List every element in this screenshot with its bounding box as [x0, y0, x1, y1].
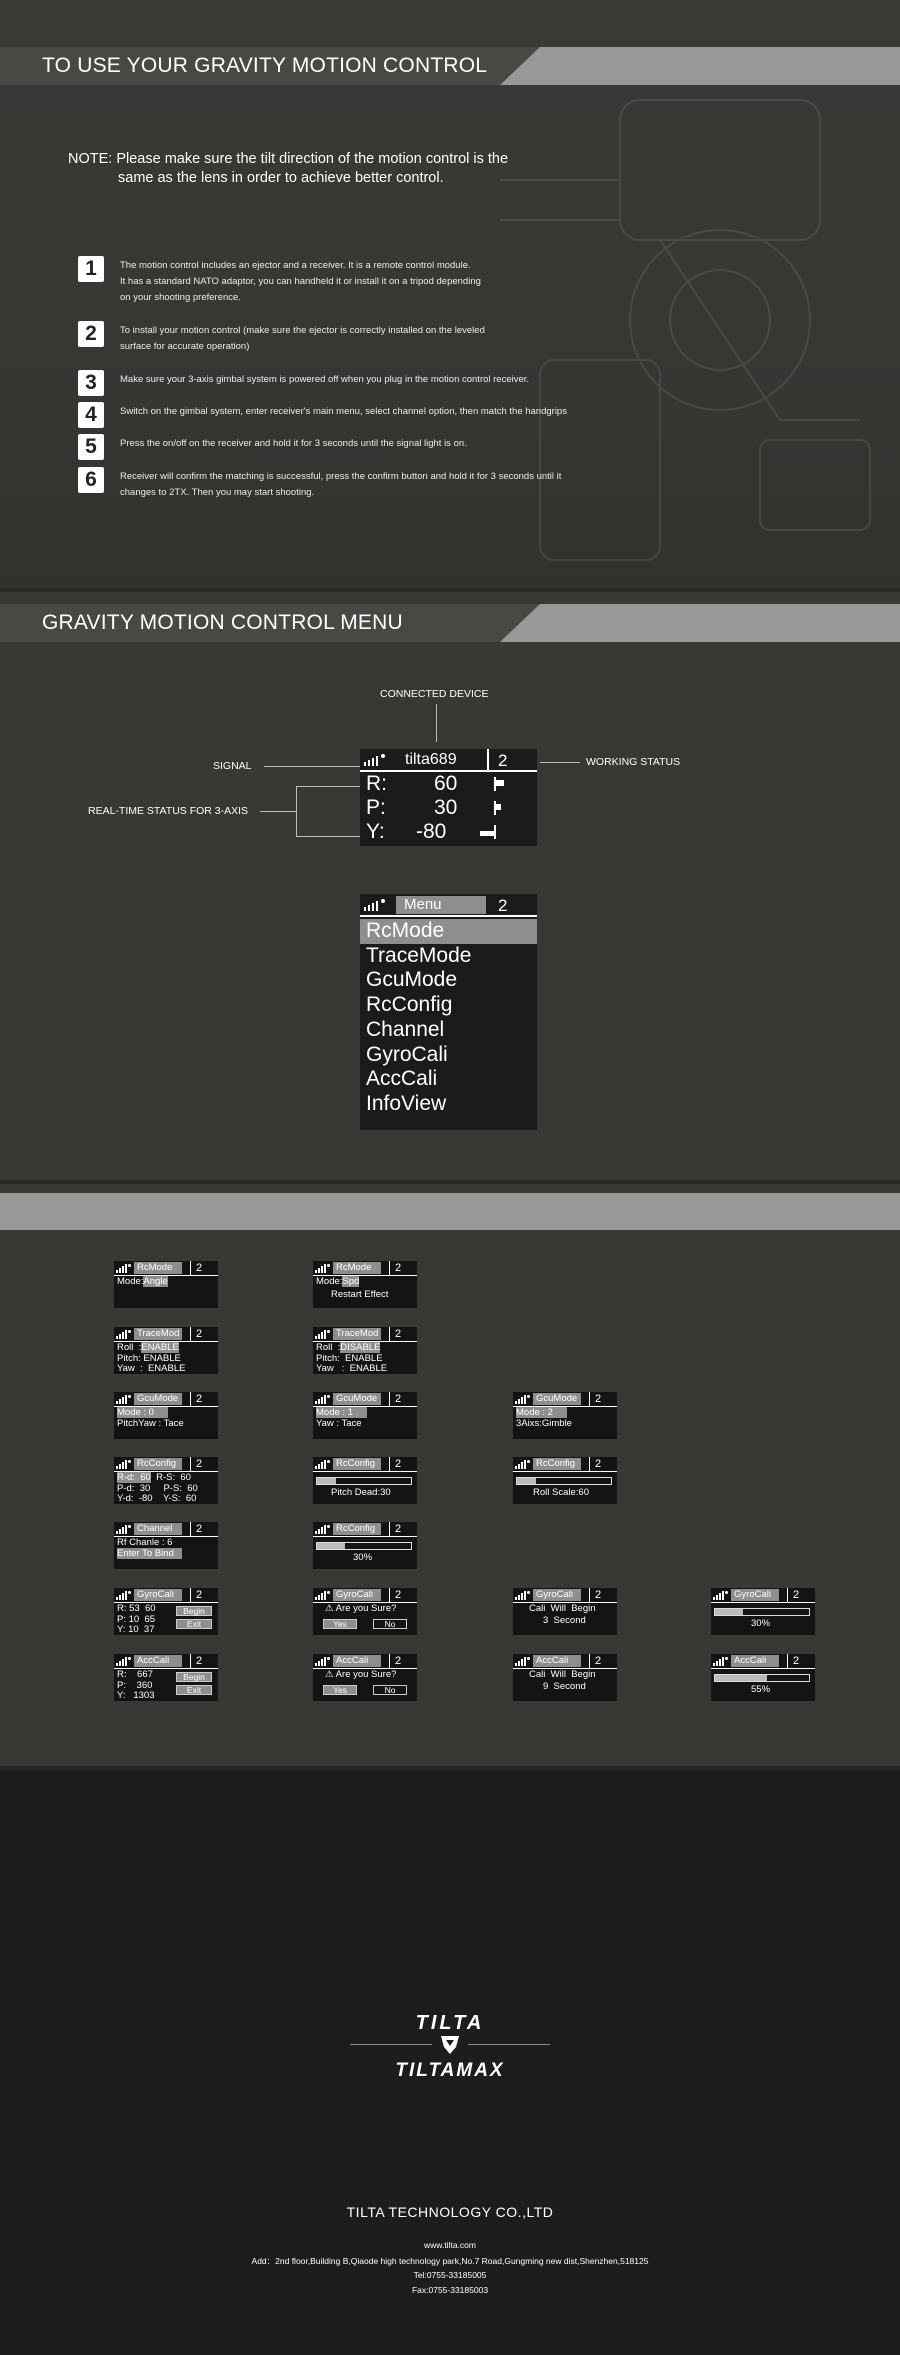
mini-screen-header [114, 1522, 218, 1537]
mini-screen-header [513, 1457, 617, 1472]
mini-screen-header [114, 1457, 218, 1472]
axis-value: -80 [416, 820, 447, 843]
signal-icon [315, 1264, 333, 1273]
yaw-config-row: Y-d: -80 Y-S: 60 [117, 1493, 197, 1504]
roll-row: R: 667 [117, 1669, 153, 1680]
step-line: Receiver will confirm the matching is successful, press the confirm button and hold it for 3 seconds until it [120, 471, 562, 482]
note-line-2: same as the lens in order to achieve better control. [118, 170, 444, 186]
axis-indicator-bar [496, 804, 501, 810]
footer-section [0, 1770, 900, 2355]
pitch-config-row: P-d: 30 P-S: 60 [117, 1482, 198, 1494]
gyro-b-screen [313, 1588, 417, 1635]
mini-screen-status: 2 [395, 1458, 402, 1470]
roll-value[interactable]: ENABLE [141, 1342, 179, 1353]
mini-screen-title: RcConfig [134, 1458, 182, 1470]
callout-line [264, 766, 360, 767]
mini-screen-header [313, 1392, 417, 1407]
trace-a-screen [114, 1327, 218, 1374]
step-number: 1 [78, 256, 104, 282]
mini-screen-status: 2 [595, 1655, 602, 1667]
acc-d-screen [711, 1654, 815, 1701]
callout-line [260, 811, 296, 812]
gyro-a-screen [114, 1588, 218, 1635]
signal-icon [315, 1330, 333, 1339]
axis-indicator-bar [496, 780, 504, 786]
callout-signal: SIGNAL [213, 760, 252, 772]
rcconfig-a-screen [114, 1457, 218, 1504]
pitch-row: P: 360 [117, 1679, 153, 1691]
mini-screen-status: 2 [793, 1655, 800, 1667]
mini-screen-status: 2 [595, 1589, 602, 1601]
axis-indicator [494, 825, 496, 839]
note-text [68, 150, 508, 188]
acc-b-screen [313, 1654, 417, 1701]
progress-bar [714, 1674, 810, 1682]
step-text [120, 469, 640, 501]
mini-screen-header [313, 1327, 417, 1342]
mini-screen-header [513, 1654, 617, 1669]
gyro-c-screen [513, 1588, 617, 1635]
mini-screen-title: Channel [134, 1523, 182, 1535]
signal-icon [315, 1525, 333, 1534]
menu-item-channel[interactable]: Channel [366, 1017, 445, 1041]
callout-line [296, 786, 360, 787]
exit-button[interactable]: Exit [176, 1619, 212, 1629]
axis-row-roll [366, 772, 536, 796]
progress-bar [714, 1608, 810, 1616]
rcconfig-d-screen [313, 1522, 417, 1569]
menu-item-tracemode[interactable]: TraceMode [366, 943, 472, 967]
usage-banner [0, 47, 900, 85]
mode-value[interactable]: Mode : 0 [117, 1407, 168, 1418]
tilta-emblem-icon [438, 2033, 462, 2057]
mini-screen-status: 2 [196, 1523, 203, 1535]
mini-screen-header [313, 1522, 417, 1537]
config-caption: Roll Scale:60 [533, 1487, 589, 1498]
divider [487, 749, 489, 772]
menu-screen [360, 894, 537, 1130]
step-line: Switch on the gimbal system, enter receiver's main menu, select channel option, then match the handgrips [120, 406, 567, 417]
menu-section [0, 592, 900, 1180]
yaw-row: Y: 10 37 [117, 1624, 155, 1635]
signal-icon [364, 899, 384, 911]
percent-label: 55% [751, 1684, 771, 1695]
step-6 [78, 467, 638, 503]
mini-screen-header [114, 1327, 218, 1342]
menu-item-gyrocali[interactable]: GyroCali [366, 1042, 448, 1066]
no-button[interactable]: No [373, 1685, 407, 1695]
mini-screen-title: GyroCali [134, 1589, 182, 1601]
mode-value[interactable]: Mode : 2 [516, 1407, 567, 1418]
step-line: The motion control includes an ejector and a receiver. It is a remote control module. [120, 260, 471, 271]
mini-screen-status: 2 [196, 1328, 203, 1340]
mini-screen-title: GcuMode [533, 1393, 581, 1405]
mode-value[interactable]: Angle [143, 1276, 168, 1287]
mini-screen-header [114, 1588, 218, 1603]
rcmode-b-screen [313, 1261, 417, 1308]
begin-button[interactable]: Begin [176, 1606, 212, 1616]
mini-screen-status: 2 [793, 1589, 800, 1601]
company-name: TILTA TECHNOLOGY CO.,LTD [346, 2204, 554, 2220]
menu-list [360, 919, 537, 1117]
cali-countdown: 3 Second [543, 1615, 586, 1626]
menu-banner-title: GRAVITY MOTION CONTROL MENU [42, 611, 403, 634]
usage-banner-title: TO USE YOUR GRAVITY MOTION CONTROL [42, 54, 488, 77]
callout-line [296, 786, 297, 836]
signal-icon [364, 754, 384, 766]
step-line: To install your motion control (make sure the ejector is correctly installed on the leveled [120, 325, 485, 336]
device-name: tilta689 [405, 751, 457, 768]
signal-icon [515, 1591, 533, 1600]
axis-value: 60 [434, 772, 458, 795]
confirm-question: Are you Sure? [335, 1669, 397, 1680]
axis-indicator-bar [480, 831, 494, 836]
mode-value[interactable]: Spd [342, 1276, 360, 1287]
step-number: 5 [78, 434, 104, 460]
signal-icon [515, 1460, 533, 1469]
confirm-question: Are you Sure? [335, 1603, 397, 1614]
progress-bar [316, 1542, 412, 1550]
rd-value[interactable]: R-d: 60 [117, 1472, 151, 1483]
roll-value[interactable]: DISABLE [340, 1342, 381, 1353]
step-line: It has a standard NATO adaptor, you can handheld it or install it on a tripod depending [120, 276, 481, 287]
mini-screen-header [313, 1457, 417, 1472]
step-5 [78, 434, 638, 460]
rcconfig-b-screen [313, 1457, 417, 1504]
working-status-value: 2 [498, 751, 508, 770]
signal-icon [315, 1460, 333, 1469]
axis-label: R: [366, 772, 387, 795]
mode-desc: Yaw : Tace [316, 1417, 362, 1429]
config-caption: Pitch Dead:30 [331, 1487, 391, 1498]
signal-icon [116, 1330, 134, 1339]
axis-status [366, 772, 536, 844]
callout-working-status: WORKING STATUS [586, 756, 681, 768]
callout-connected-device: CONNECTED DEVICE [380, 688, 489, 700]
roll-label: Roll : [117, 1342, 142, 1353]
website: www.tilta.com [424, 2240, 476, 2250]
step-text [120, 404, 640, 420]
signal-icon [713, 1657, 731, 1666]
trace-b-screen [313, 1327, 417, 1374]
yaw-row: Yaw : ENABLE [117, 1363, 186, 1374]
channel-row: Rf Chanle : 6 [117, 1537, 173, 1548]
mini-screen-title: TraceMod [333, 1328, 381, 1340]
step-line: on your shooting preference. [120, 292, 241, 303]
cali-message: Cali Will Begin [529, 1669, 596, 1680]
step-2 [78, 321, 638, 357]
gyro-d-screen [711, 1588, 815, 1635]
step-text [120, 436, 640, 452]
mini-screen-title: RcConfig [333, 1523, 381, 1535]
step-line: Press the on/off on the receiver and hold it for 3 seconds until the signal light is on. [120, 438, 467, 449]
acc-a-screen [114, 1654, 218, 1701]
axis-label: Y: [366, 820, 385, 843]
pitch-row: Pitch: ENABLE [117, 1352, 181, 1364]
mini-screen-status: 2 [595, 1458, 602, 1470]
exit-button[interactable]: Exit [176, 1685, 212, 1695]
note-text: Restart Effect [331, 1289, 389, 1300]
mini-screen-title: TraceMod [134, 1328, 182, 1340]
callout-line [296, 836, 360, 837]
mini-screen-title: AccCali [333, 1655, 381, 1667]
mini-screen-header [313, 1261, 417, 1276]
gcu-b-screen [313, 1392, 417, 1439]
signal-icon [515, 1395, 533, 1404]
submenu-banner [0, 1193, 900, 1230]
axis-value: 30 [434, 796, 458, 819]
signal-icon [315, 1395, 333, 1404]
cali-countdown: 9 Second [543, 1681, 586, 1692]
mini-screen-title: GcuMode [333, 1393, 381, 1405]
mini-screen-title: AccCali [533, 1655, 581, 1667]
mini-screen-status: 2 [395, 1523, 402, 1535]
step-number: 2 [78, 321, 104, 347]
roll-row: R: 53 60 [117, 1603, 156, 1614]
menu-item-acccali[interactable]: AccCali [366, 1067, 438, 1091]
mini-screen-status: 2 [595, 1393, 602, 1405]
mini-screen-header [114, 1261, 218, 1276]
mini-screen-header [711, 1654, 815, 1669]
logo-divider [350, 2044, 432, 2045]
signal-icon [116, 1264, 134, 1273]
mini-screen-title: GcuMode [134, 1393, 182, 1405]
mode-value[interactable]: Mode : 1 [316, 1407, 367, 1418]
mini-screen-status: 2 [395, 1655, 402, 1667]
tilta-logo-text: TILTA [415, 2012, 485, 2034]
warning-icon: ⚠ [325, 1603, 334, 1614]
mini-screen-title: GyroCali [533, 1589, 581, 1601]
pitch-row: Pitch: ENABLE [316, 1352, 383, 1364]
warning-icon: ⚠ [325, 1669, 334, 1680]
logo-divider [468, 2044, 550, 2045]
signal-icon [116, 1525, 134, 1534]
step-text [120, 258, 640, 306]
note-line-1: NOTE: Please make sure the tilt direction of the motion control is the [68, 151, 509, 167]
bind-button[interactable]: Enter To Bind [117, 1548, 182, 1559]
mini-screen-title: AccCali [134, 1655, 182, 1667]
step-1 [78, 256, 638, 308]
mini-screen-status: 2 [395, 1589, 402, 1601]
tiltamax-logo-text: TILTAMAX [395, 2060, 505, 2081]
mini-screen-title: RcMode [134, 1262, 182, 1274]
usage-section [0, 0, 900, 588]
step-number: 4 [78, 402, 104, 428]
mode-label: Mode: [316, 1276, 343, 1287]
progress-bar [316, 1477, 412, 1485]
signal-icon [315, 1657, 333, 1666]
mini-screen-header [313, 1588, 417, 1603]
mini-screen-status: 2 [395, 1328, 402, 1340]
signal-icon [116, 1591, 134, 1600]
telephone: Tel:0755-33185005 [413, 2270, 487, 2280]
percent-label: 30% [353, 1552, 373, 1563]
rs-value: R-S: 60 [156, 1472, 191, 1483]
menu-item-rcmode[interactable]: RcMode [360, 919, 537, 944]
mini-screen-header [313, 1654, 417, 1669]
yaw-row: Yaw : ENABLE [316, 1363, 388, 1374]
step-text [120, 372, 640, 388]
mini-screen-header [711, 1588, 815, 1603]
axis-row-pitch [366, 796, 536, 820]
mini-screen-title: RcConfig [333, 1458, 381, 1470]
signal-icon [116, 1657, 134, 1666]
fax: Fax:0755-33185003 [411, 2285, 489, 2295]
roll-label: Roll : [316, 1342, 341, 1353]
menu-status: 2 [498, 896, 508, 915]
mini-screen-status: 2 [196, 1262, 203, 1274]
menu-item-infoview[interactable]: InfoView [366, 1091, 447, 1115]
callout-line [540, 762, 580, 763]
mini-screen-title: RcMode [333, 1262, 381, 1274]
axis-row-yaw [366, 820, 536, 844]
menu-screen-header [360, 894, 537, 917]
signal-icon [315, 1591, 333, 1600]
mini-screen-title: RcConfig [533, 1458, 581, 1470]
mini-screen-title: AccCali [731, 1655, 779, 1667]
no-button[interactable]: No [373, 1619, 407, 1629]
yes-button[interactable]: Yes [323, 1619, 357, 1629]
signal-icon [116, 1460, 134, 1469]
gcu-c-screen [513, 1392, 617, 1439]
mini-screen-status: 2 [196, 1655, 203, 1667]
callout-realtime-status: REAL-TIME STATUS FOR 3-AXIS [88, 805, 249, 817]
acc-c-screen [513, 1654, 617, 1701]
cali-message: Cali Will Begin [529, 1603, 596, 1614]
step-number: 3 [78, 370, 104, 396]
mini-screen-title: GyroCali [333, 1589, 381, 1601]
menu-item-rcconfig[interactable]: RcConfig [366, 993, 453, 1017]
status-screen-header [360, 749, 537, 772]
begin-button[interactable]: Begin [176, 1672, 212, 1682]
mini-screen-status: 2 [395, 1393, 402, 1405]
pitch-row: P: 10 65 [117, 1613, 156, 1625]
mini-screen-header [513, 1588, 617, 1603]
mini-screen-header [513, 1392, 617, 1407]
step-4 [78, 402, 638, 428]
signal-icon [116, 1395, 134, 1404]
step-line: Make sure your 3-axis gimbal system is powered off when you plug in the motion control receiver. [120, 374, 530, 385]
mini-screen-status: 2 [196, 1393, 203, 1405]
yaw-row: Y: 1303 [117, 1690, 155, 1701]
menu-item-gcumode[interactable]: GcuMode [366, 968, 458, 992]
percent-label: 30% [751, 1618, 771, 1629]
menu-banner [0, 604, 900, 642]
progress-bar [516, 1477, 612, 1485]
channel-screen [114, 1522, 218, 1569]
mini-screen-status: 2 [196, 1589, 203, 1601]
signal-icon [515, 1657, 533, 1666]
step-text [120, 323, 640, 355]
yes-button[interactable]: Yes [323, 1685, 357, 1695]
step-number: 6 [78, 467, 104, 493]
gcu-a-screen [114, 1392, 218, 1439]
mini-screen-header [114, 1392, 218, 1407]
menu-title: Menu [396, 896, 486, 914]
signal-icon [713, 1591, 731, 1600]
address: Add：2nd floor,Building B,Qiaode high technology park,No.7 Road,Gungming new dist,Shenzhen,518125 [251, 2256, 649, 2266]
mini-screen-header [114, 1654, 218, 1669]
mini-screen-status: 2 [196, 1458, 203, 1470]
callout-line [436, 704, 437, 742]
mini-screen-status: 2 [395, 1262, 402, 1274]
axis-label: P: [366, 796, 386, 819]
mode-desc: PitchYaw : Tace [117, 1417, 184, 1429]
step-3 [78, 370, 638, 396]
step-line: surface for accurate operation) [120, 341, 250, 352]
mode-label: Mode: [117, 1276, 144, 1287]
status-screen [360, 749, 537, 846]
step-line: changes to 2TX. Then you may start shooting. [120, 487, 315, 498]
rcconfig-c-screen [513, 1457, 617, 1504]
mini-screen-title: GyroCali [731, 1589, 779, 1601]
rcmode-a-screen [114, 1261, 218, 1308]
mode-desc: 3Aixs:Gimble [516, 1417, 572, 1429]
